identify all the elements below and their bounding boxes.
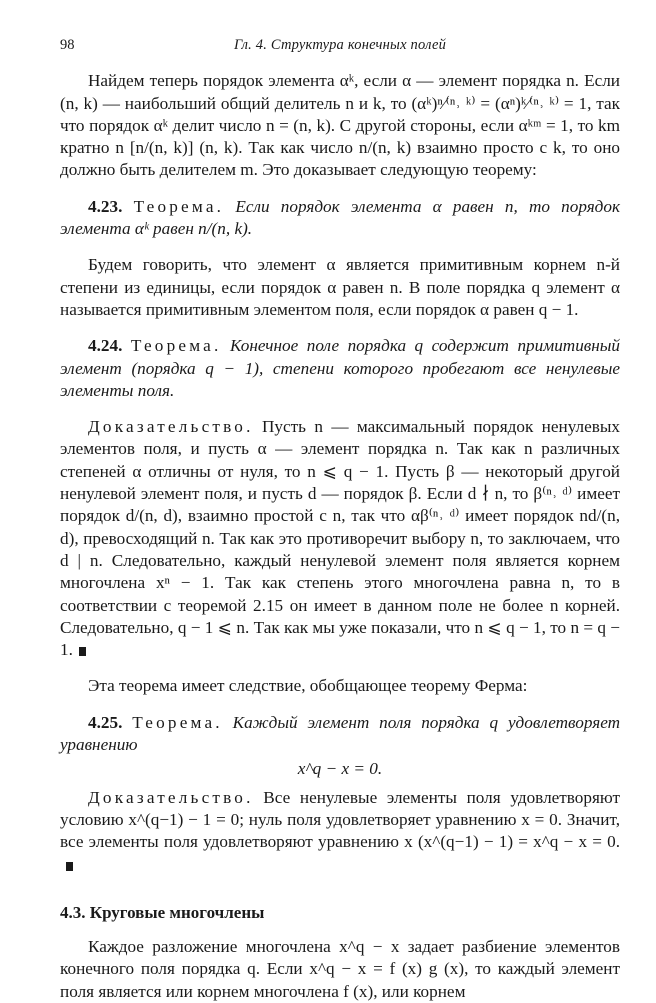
proof-4-24	[60, 416, 620, 661]
proof-4-25	[60, 787, 620, 876]
page-header	[60, 34, 620, 56]
paragraph-cyclotomic-intro: Каждое разложение многочлена x^q − x задает разбиение элементов конечного поля порядка q. Если x^q − x = f (x) g (x), то каждый элемент поля является или корнем многочлена f (x), или корнем	[60, 937, 620, 1001]
proof-label: Доказательство.	[88, 787, 254, 807]
proof-text: Все ненулевые элементы поля удовлетворяют условию x^(q−1) − 1 = 0; нуль поля удовлетворяет уравнению x = 0. Значит, все элементы поля удовлетворяют уравнению x (x^(q−1) − 1) = x^q − x = 0.	[60, 787, 620, 852]
theorem-label: Теорема.	[130, 336, 222, 356]
theorem-statement: Каждый элемент поля порядка q удовлетворяет уравнению	[60, 712, 621, 755]
theorem-label: Теорема.	[132, 712, 223, 732]
theorem-label: Теорема.	[133, 196, 225, 216]
section-heading: 4.3. Круговые многочлены	[60, 902, 265, 922]
proof-text: Пусть n — максимальный порядок ненулевых элементов поля, и пусть α — элемент порядка n. Так как n различных степеней α отличны от нуля, то n ⩽ q − 1. Пусть β — некоторый другой ненулевой элемент поля, и пусть d — порядок β. Если d ∤ n, то β⁽ⁿ˒ ᵈ⁾ имеет порядок d/(n, d), взаимно простой с n, так что αβ⁽ⁿ˒ ᵈ⁾ имеет порядок nd/(n, d), превосходящий n. Так как это противоречит выбору n, то заключаем, что d | n. Следовательно, каждый ненулевой элемент поля является корнем многочлена xⁿ − 1. Так как степень этого многочлена равна n, то в соответствии с теоремой 2.15 он имеет в данном поле не более n корней. Следовательно, q − 1 ⩽ n. Так как мы уже показали, что n ⩽ q − 1, то n = q − 1.	[60, 417, 621, 660]
paragraph-primitive-root-definition: Будем говорить, что элемент α является примитивным корнем n-й степени из единицы, если порядок α равен n. В поле порядка q элемент α называется примитивным элементом поля, если порядок α равен q − 1.	[60, 255, 620, 319]
theorem-number: 4.24.	[88, 336, 123, 356]
theorem-statement: Конечное поле порядка q содержит примитивный элемент (порядка q − 1), степени которого пробегают все ненулевые элементы поля.	[60, 336, 621, 400]
theorem-number: 4.23.	[88, 196, 123, 216]
paragraph-order-of-power: Найдем теперь порядок элемента αᵏ, если α — элемент порядка n. Если (n, k) — наибольший общий делитель n и k, то (αᵏ)ⁿ⁄⁽ⁿ˒ ᵏ⁾ = (αⁿ)ᵏ⁄⁽ⁿ˒ ᵏ⁾ = 1, так что порядок αᵏ делит число n = (n, k). С другой стороны, если αᵏᵐ = 1, то km кратно n [n/(n, k)] (n, k). Так как число n/(n, k) взаимно просто с k, то оно должно быть делителем m. Это доказывает следующую теорему:	[60, 71, 620, 180]
theorem-4-25	[60, 712, 620, 757]
theorem-4-23	[60, 196, 620, 241]
theorem-number: 4.25.	[88, 712, 123, 732]
qed-mark	[66, 862, 73, 871]
page-number: 98	[60, 37, 75, 53]
running-title: Гл. 4. Структура конечных полей	[233, 37, 447, 53]
theorem-4-24	[60, 335, 620, 402]
qed-mark	[79, 647, 86, 656]
proof-label: Доказательство.	[88, 417, 254, 437]
theorem-statement: Если порядок элемента α равен n, то порядок элемента αᵏ равен n/(n, k).	[60, 196, 621, 239]
display-formula: x^q − x = 0.	[297, 759, 383, 779]
paragraph-corollary-intro: Эта теорема имеет следствие, обобщающее теорему Ферма:	[88, 676, 528, 696]
